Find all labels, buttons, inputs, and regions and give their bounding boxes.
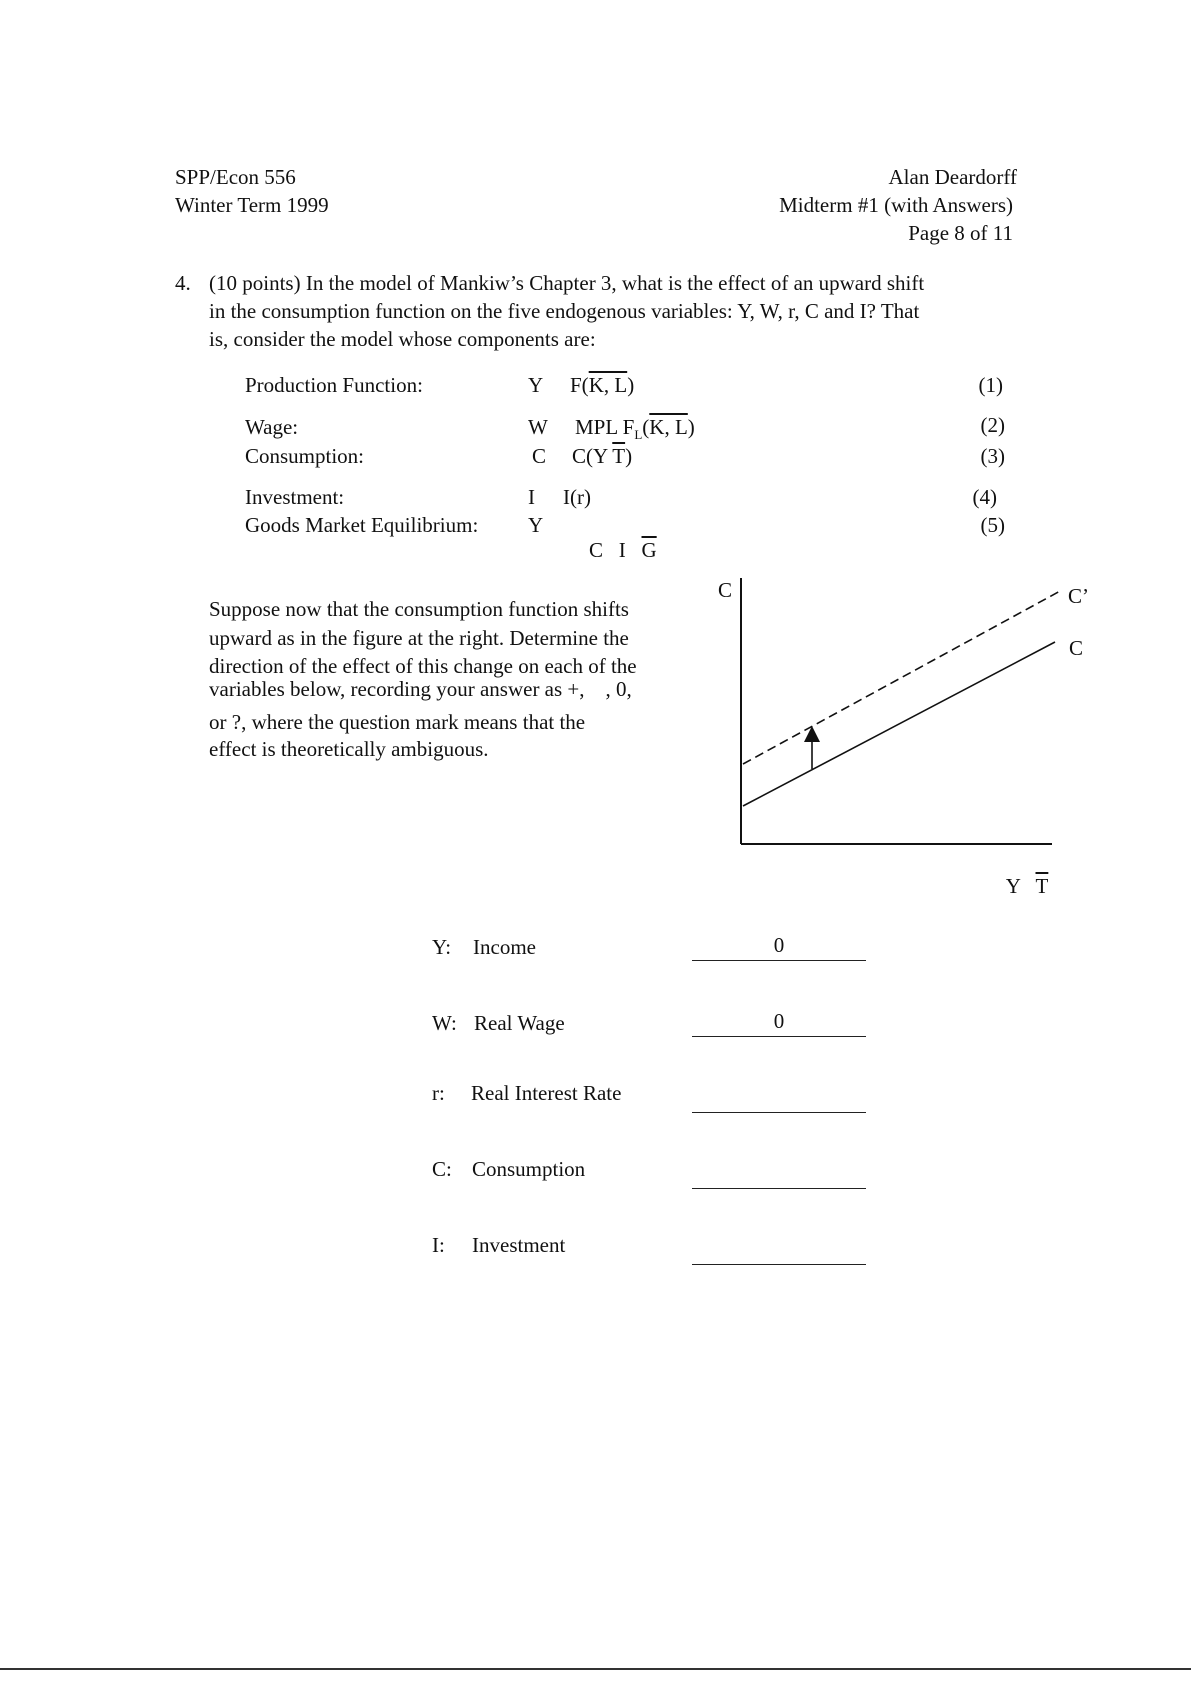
equation-number: (3) [980, 444, 1005, 468]
answer-variable: Consumption [472, 1157, 586, 1181]
equation-label: Goods Market Equilibrium: [245, 513, 479, 537]
answer-blank-consumption[interactable] [692, 1160, 866, 1189]
answer-symbol: r: [432, 1081, 445, 1105]
equation-rhs: C I $\overline{G}$ [589, 538, 657, 562]
equation-rhs: F(K, L) [570, 373, 635, 397]
equation-number: (1) [978, 373, 1003, 397]
answer-blank-interest-rate[interactable] [692, 1084, 866, 1113]
paragraph-line: direction of the effect of this change on each of the [209, 654, 637, 678]
answer-variable: Real Interest Rate [471, 1081, 622, 1105]
answer-symbol: Y: [432, 935, 452, 959]
answer-blank-investment[interactable] [692, 1236, 866, 1265]
question-number: 4. [175, 271, 191, 295]
equation-rhs: C(Y $\overline{T}$) [572, 444, 633, 468]
term: Winter Term 1999 [175, 193, 329, 217]
consumption-line-shifted [743, 590, 1062, 764]
equation-label: Wage: [245, 415, 299, 439]
equation-label: Consumption: [245, 444, 365, 468]
equation-number: (4) [972, 485, 997, 509]
question-line-1: (10 points) In the model of Mankiw’s Chapter 3, what is the effect of an upward shift [209, 271, 925, 295]
answer-symbol: C: [432, 1157, 452, 1181]
equation-lhs: I [528, 485, 535, 509]
shift-arrow-head-icon [804, 726, 820, 742]
answer-symbol: I: [432, 1233, 445, 1257]
question-line-2: in the consumption function on the five endogenous variables: Y, W, r, C and I? That [209, 299, 920, 323]
course-title: SPP/Econ 556 [175, 165, 296, 189]
answer-blank-real-wage[interactable]: 0 [692, 1008, 866, 1037]
curve-label-shifted: C’ [1068, 584, 1089, 608]
equation-lhs: Y [528, 513, 544, 537]
equation-label: Investment: [245, 485, 345, 509]
paragraph-line: variables below, recording your answer as +, , 0, [209, 677, 632, 701]
consumption-line-original [743, 642, 1055, 806]
consumption-shift-figure [700, 570, 1080, 860]
paragraph-line: effect is theoretically ambiguous. [209, 737, 489, 761]
question-line-3: is, consider the model whose components are: [209, 327, 596, 351]
equation-number: (5) [980, 513, 1005, 537]
answer-blank-income[interactable]: 0 [692, 932, 866, 961]
equation-number: (2) [980, 413, 1005, 437]
equation-label: Production Function: [245, 373, 423, 397]
author: Alan Deardorff [888, 165, 1017, 189]
answer-variable: Income [473, 935, 536, 959]
exam-title: Midterm #1 (with Answers) [779, 193, 1013, 217]
x-axis-label: Y $\overline{T}$ [1005, 874, 1049, 898]
curve-label-original: C [1069, 636, 1084, 660]
paragraph-line: Suppose now that the consumption function shifts [209, 597, 629, 621]
page-bottom-rule [0, 1668, 1191, 1670]
equation-rhs: MPL $F_L(K$, L) [575, 415, 695, 443]
answer-symbol: W: [432, 1011, 457, 1035]
equation-rhs: I(r) [563, 485, 591, 509]
answer-variable: Investment [472, 1233, 566, 1257]
paragraph-line: or ?, where the question mark means that the [209, 710, 586, 734]
equation-lhs: Y [528, 373, 544, 397]
answer-variable: Real Wage [474, 1011, 565, 1035]
equation-lhs: C [532, 444, 547, 468]
paragraph-line: upward as in the figure at the right. Determine the [209, 626, 629, 650]
page-number: Page 8 of 11 [908, 221, 1013, 245]
y-axis-label: C [718, 578, 733, 602]
equation-lhs: W [528, 415, 548, 439]
